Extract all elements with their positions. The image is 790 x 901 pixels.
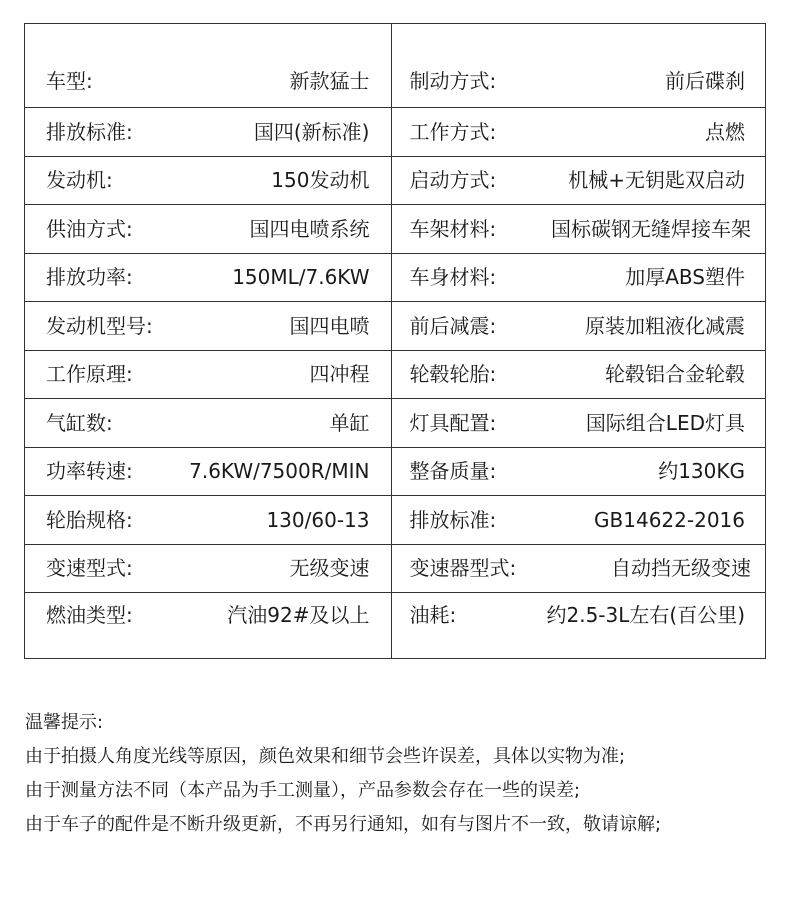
table-row [25, 399, 766, 448]
spec-label: 灯具配置: [409, 410, 497, 435]
spec-value: 约130KG [658, 459, 745, 484]
spec-label: 排放标准: [409, 507, 497, 532]
spec-cell [392, 350, 766, 399]
spec-value: 150发动机 [271, 168, 370, 193]
spec-label: 轮毂轮胎: [409, 362, 497, 387]
notes-section [25, 706, 785, 842]
spec-label: 变速器型式: [409, 556, 517, 581]
table-row [25, 496, 766, 545]
spec-cell [392, 544, 766, 593]
spec-label: 变速型式: [46, 556, 133, 581]
spec-label: 制动方式: [409, 69, 497, 93]
spec-label: 燃油类型: [46, 603, 133, 627]
spec-cell [392, 399, 766, 448]
spec-value: 国际组合LED灯具 [585, 410, 745, 435]
spec-cell [392, 253, 766, 302]
spec-value: 汽油92#及以上 [227, 603, 370, 627]
spec-value: 加厚ABS塑件 [625, 265, 745, 290]
spec-label: 轮胎规格: [46, 507, 133, 532]
spec-value: 130/60-13 [266, 507, 370, 532]
spec-cell [25, 496, 392, 545]
spec-cell [392, 156, 766, 205]
spec-cell [25, 350, 392, 399]
spec-value: GB14622-2016 [594, 507, 745, 532]
spec-cell [25, 156, 392, 205]
spec-label: 油耗: [409, 603, 457, 627]
spec-value: 约2.5-3L左右(百公里) [546, 603, 745, 627]
table-row [25, 350, 766, 399]
spec-value: 无级变速 [289, 556, 370, 581]
notes-title: 温馨提示: [25, 712, 104, 733]
spec-value: 单缸 [329, 410, 370, 435]
table-row [25, 24, 766, 108]
spec-cell [392, 496, 766, 545]
spec-value: 新款猛士 [289, 69, 370, 93]
table-row [25, 253, 766, 302]
spec-label: 启动方式: [409, 168, 497, 193]
spec-value: 7.6KW/7500R/MIN [189, 459, 370, 484]
spec-cell [392, 447, 766, 496]
spec-label: 工作原理: [46, 362, 133, 387]
spec-cell [392, 108, 766, 157]
spec-value: 自动挡无级变速 [611, 556, 751, 581]
spec-value: 轮毂铝合金轮毂 [605, 362, 745, 387]
spec-cell [25, 24, 392, 108]
spec-label: 功率转速: [46, 459, 133, 484]
spec-label: 排放功率: [46, 265, 133, 290]
spec-value: 四冲程 [309, 362, 370, 387]
spec-cell [25, 399, 392, 448]
spec-cell [392, 24, 766, 108]
notes-line: 由于车子的配件是不断升级更新，不再另行通知，如有与图片不一致，敬请谅解; [25, 814, 662, 835]
spec-value: 国四(新标准) [253, 119, 370, 144]
table-row [25, 447, 766, 496]
spec-table [24, 23, 766, 659]
table-row [25, 544, 766, 593]
spec-label: 整备质量: [409, 459, 497, 484]
table-row [25, 205, 766, 254]
spec-cell [25, 593, 392, 659]
spec-label: 车型: [46, 69, 93, 93]
table-row [25, 108, 766, 157]
table-row [25, 156, 766, 205]
notes-line: 由于拍摄人角度光线等原因，颜色效果和细节会些许误差，具体以实物为准; [25, 746, 626, 767]
spec-label: 气缸数: [46, 410, 113, 435]
spec-value: 国标碳钢无缝焊接车架 [551, 216, 751, 241]
spec-cell [392, 302, 766, 351]
spec-label: 车身材料: [409, 265, 497, 290]
table-row [25, 302, 766, 351]
spec-label: 排放标准: [46, 119, 133, 144]
table-row [25, 593, 766, 659]
spec-cell [25, 544, 392, 593]
spec-cell [25, 447, 392, 496]
spec-value: 前后碟刹 [665, 69, 745, 93]
spec-value: 国四电喷系统 [249, 216, 370, 241]
spec-value: 150ML/7.6KW [232, 265, 370, 290]
spec-label: 车架材料: [409, 216, 497, 241]
spec-cell [392, 593, 766, 659]
spec-label: 发动机: [46, 168, 113, 193]
spec-label: 前后减震: [409, 313, 497, 338]
spec-label: 供油方式: [46, 216, 133, 241]
spec-cell [25, 253, 392, 302]
spec-cell [25, 108, 392, 157]
spec-value: 机械+无钥匙双启动 [568, 168, 745, 193]
spec-value: 国四电喷 [289, 313, 370, 338]
spec-value: 点燃 [705, 119, 745, 144]
spec-cell [25, 205, 392, 254]
spec-label: 工作方式: [409, 119, 497, 144]
spec-label: 发动机型号: [46, 313, 153, 338]
notes-line: 由于测量方法不同（本产品为手工测量），产品参数会存在一些的误差; [25, 780, 581, 801]
spec-cell [25, 302, 392, 351]
spec-value: 原装加粗液化减震 [585, 313, 745, 338]
spec-cell [392, 205, 766, 254]
